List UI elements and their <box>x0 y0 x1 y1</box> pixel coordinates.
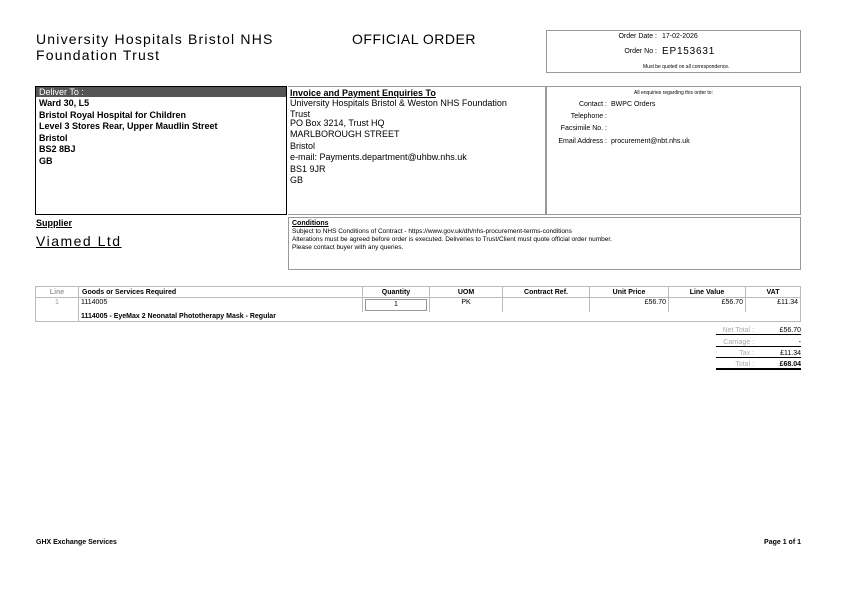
invoice-line: University Hospitals Bristol & Weston NHS Foundation <box>290 98 507 108</box>
row-uom: PK <box>430 298 503 313</box>
footer-provider: GHX Exchange Services <box>36 539 117 546</box>
organisation-name <box>36 31 274 63</box>
row-desc-spacer <box>36 312 79 322</box>
net-total-row <box>0 327 842 337</box>
row-quantity: 1 <box>365 299 427 311</box>
enquiries-note: All enquiries regarding this order to: <box>634 90 713 96</box>
deliver-address <box>36 97 286 167</box>
condition-line: Alterations must be agreed before order is executed. Deliveries to Trust/Client must quote official order number. <box>292 236 612 243</box>
conditions-section <box>288 217 801 270</box>
document-title: OFFICIAL ORDER <box>352 31 476 47</box>
row-code: 1114005 <box>79 298 363 313</box>
deliver-line: Ward 30, L5 <box>39 98 90 108</box>
row-description: 1114005 - EyeMax 2 Neonatal Phototherapy Mask - Regular <box>79 312 801 322</box>
footer-page-number: Page 1 of 1 <box>764 539 801 546</box>
deliver-line: GB <box>39 155 53 166</box>
table-row-description <box>36 312 801 322</box>
order-note: Must be quoted on all correspondence. <box>643 64 730 70</box>
tax-value: £11.34 <box>716 350 801 358</box>
table-row <box>36 298 801 313</box>
net-total-value: £56.70 <box>716 327 801 335</box>
invoice-line: Trust <box>290 108 311 119</box>
table-header-row <box>36 287 801 298</box>
invoice-address <box>288 98 545 187</box>
order-no-label: Order No : <box>624 48 657 55</box>
supplier-label: Supplier <box>36 218 73 228</box>
enquiries-section <box>546 86 801 215</box>
deliver-line: Level 3 Stores Rear, Upper Maudlin Street <box>39 121 218 131</box>
row-line-value: £56.70 <box>669 298 746 313</box>
col-line-value: Line Value <box>669 287 746 298</box>
row-quantity-cell <box>363 298 430 313</box>
carriage-row <box>0 339 842 349</box>
invoice-line: GB <box>290 175 304 185</box>
invoice-line: e-mail: Payments.department@uhbw.nhs.uk <box>290 152 467 162</box>
col-line: Line <box>36 287 79 298</box>
order-no-value: EP153631 <box>662 46 716 57</box>
org-line-2: Foundation Trust <box>36 47 161 63</box>
row-unit-price: £56.70 <box>590 298 669 313</box>
contact-label: Contact : <box>578 101 607 108</box>
row-line-no: 1 <box>36 298 79 313</box>
col-unit-price: Unit Price <box>590 287 669 298</box>
conditions-heading: Conditions <box>292 220 329 227</box>
col-quantity: Quantity <box>363 287 430 298</box>
invoice-heading: Invoice and Payment Enquiries To <box>290 88 436 98</box>
total-row <box>0 361 842 371</box>
org-line-1: University Hospitals Bristol NHS <box>36 31 274 47</box>
invoice-line: BS1 9JR <box>290 163 326 174</box>
col-contract-ref: Contract Ref. <box>503 287 590 298</box>
email-value: procurement@nbt.nhs.uk <box>611 138 690 145</box>
invoice-line: PO Box 3214, Trust HQ <box>290 117 385 128</box>
tax-label: Tax : <box>739 350 754 357</box>
contact-value: BWPC Orders <box>611 101 656 108</box>
col-vat: VAT <box>746 287 801 298</box>
deliver-to-section <box>35 86 287 215</box>
invoice-line: MARLBOROUGH STREET <box>290 129 400 139</box>
row-vat: £11.34 <box>746 298 801 313</box>
deliver-to-heading: Deliver To : <box>36 87 286 97</box>
deliver-line: Bristol Royal Hospital for Children <box>39 109 187 120</box>
order-date-label: Order Date : <box>618 33 657 40</box>
order-date-value: 17-02-2026 <box>662 33 698 40</box>
invoice-section <box>288 86 546 215</box>
col-goods: Goods or Services Required <box>79 287 363 298</box>
telephone-label: Telephone : <box>570 113 607 120</box>
col-uom: UOM <box>430 287 503 298</box>
deliver-line: BS2 8BJ <box>39 144 76 154</box>
carriage-label: Carriage : <box>723 339 754 346</box>
total-label: Total : <box>735 361 754 368</box>
condition-line: Please contact buyer with any queries. <box>292 244 404 251</box>
net-total-label: Net Total : <box>722 327 754 334</box>
tax-row <box>0 350 842 360</box>
deliver-line: Bristol <box>39 132 68 143</box>
order-items-table <box>35 286 801 322</box>
carriage-value: - <box>716 339 801 347</box>
supplier-name: Viamed Ltd <box>36 233 122 249</box>
row-contract-ref <box>503 298 590 313</box>
invoice-line: Bristol <box>290 140 316 151</box>
order-info-box <box>546 30 801 73</box>
email-label: Email Address : <box>558 138 607 145</box>
total-value: £68.04 <box>716 361 801 370</box>
fax-label: Facsimile No. : <box>560 125 607 132</box>
condition-line: Subject to NHS Conditions of Contract - https://www.gov.uk/dh/nhs-procurement-terms-conditions <box>292 228 572 235</box>
